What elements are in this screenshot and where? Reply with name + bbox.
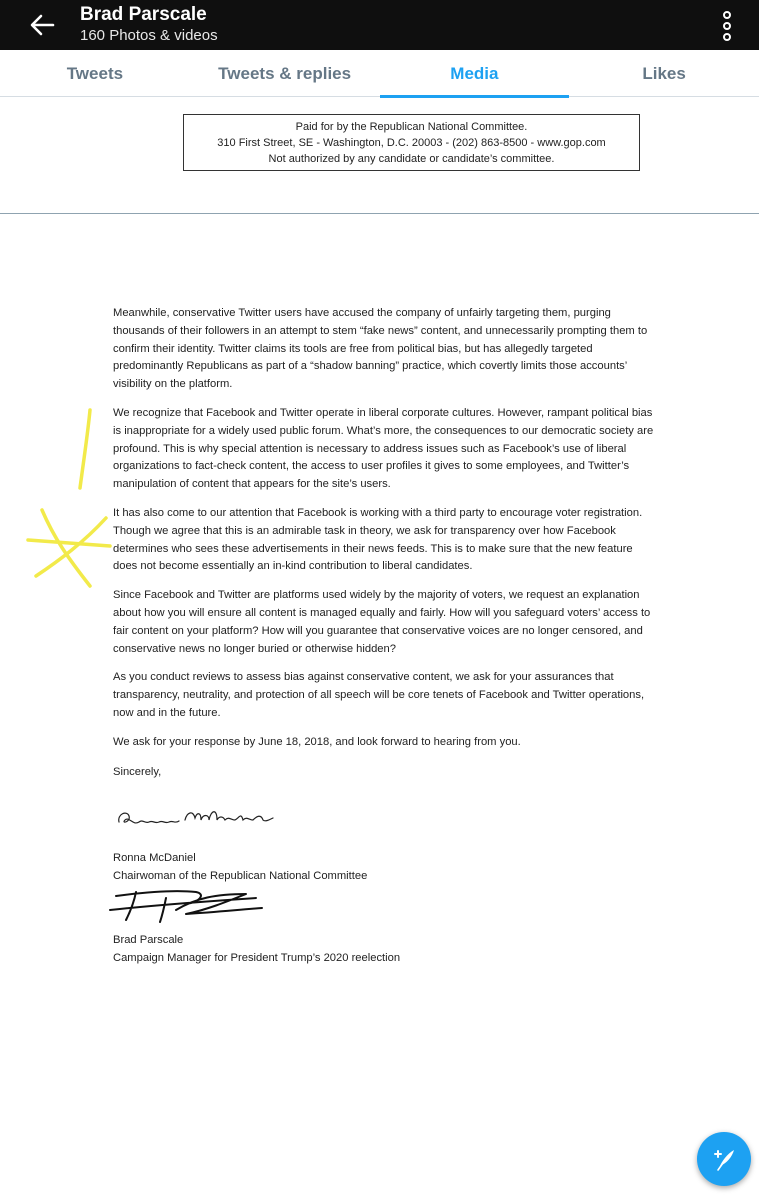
disclaimer-line: Not authorized by any candidate or candidate’s committee. [268,153,555,165]
letter-paragraph: It has also come to our attention that Facebook is working with a third party to encourage voter registration. Though we agree that this is an admirable task in theory, we ask for transparency over how Facebook determines who sees these advertisements in their news feeds. This is to make sure that the new feature does not become essentially an in-kind contribution to liberal candidates. [113,506,643,573]
profile-tabs [0,50,759,97]
letter-paragraph: As you conduct reviews to assess bias against conservative content, we ask for your assurances that transparency, neutrality, and protection of all speech will be core tenets of Facebook and Twitter operations, now and in the future. [113,671,645,719]
disclaimer-line: 310 First Street, SE - Washington, D.C. 20003 - (202) 863-8500 - www.gop.com [217,137,606,149]
highlight-stroke [80,410,90,488]
overflow-menu-button[interactable] [707,8,747,44]
letter-paragraph: Meanwhile, conservative Twitter users have accused the company of unfairly targeting them, purging thousands of their followers in an attempt to stem “fake news” content, and unnecessarily prompting them to confirm their identity. Twitter claims its tools are free from political bias, but has allegedly targeted predominantly Republicans as part of a “shadow banning” practice, which covertly limits those accounts’ visibility on the platform. [113,307,648,391]
disclaimer-line: Paid for by the Republican National Committee. [295,121,528,133]
signature-brad-parscale [106,888,266,924]
signatory-name: Ronna McDaniel [113,852,196,864]
signature-ronna-mcdaniel [113,798,283,834]
title-block [80,4,218,46]
letter-closing: Sincerely, [113,765,162,778]
tab-tweets-and-replies[interactable]: Tweets & replies [218,63,352,83]
media-count: 160 Photos & videos [80,27,218,44]
letter-paragraph: We recognize that Facebook and Twitter operate in liberal corporate cultures. However, rampant political bias is inappropriate for a widely used public forum. What’s more, the consequences to our democratic society are profound. This is why special attention is necessary to address issues such as Facebook’s use of liberal organizations to fact-check content, the access to user profiles it gives to some employees, and Twitter’s manipulation of content that appears for the site’s users. [113,406,654,491]
tab-tweets[interactable]: Tweets [66,63,124,83]
more-vertical-icon [721,11,733,41]
highlighter-annotations [20,398,120,618]
page-divider [0,213,759,214]
highlight-asterisk [28,510,110,586]
app-bar [0,0,759,50]
signatory-title: Campaign Manager for President Trump’s 2020 reelection [113,951,401,964]
profile-title: Brad Parscale [80,4,207,25]
signatory-title: Chairwoman of the Republican National Committee [113,869,368,882]
tab-media[interactable]: Media [380,50,570,97]
compose-tweet-icon [710,1145,738,1173]
media-document-image[interactable] [0,98,759,1200]
letter-paragraph: We ask for your response by June 18, 2018, and look forward to hearing from you. [113,735,521,748]
signatory-2 [113,932,533,968]
signatory-name: Brad Parscale [113,934,184,946]
paid-for-disclaimer [183,114,640,171]
back-button[interactable] [22,8,62,42]
tab-likes[interactable]: Likes [642,63,686,83]
letter-body [113,305,658,792]
compose-tweet-button[interactable] [697,1132,751,1186]
letter-paragraph: Since Facebook and Twitter are platforms used widely by the majority of voters, we request an explanation about how you will ensure all content is managed equally and fairly. How will you safeguard voters’ access to fair content on your platform? How will you guarantee that conservative voices are no longer censored, and conservative news no longer buried or otherwise hidden? [113,589,651,655]
signatory-1 [113,850,533,886]
arrow-left-icon [29,14,55,36]
